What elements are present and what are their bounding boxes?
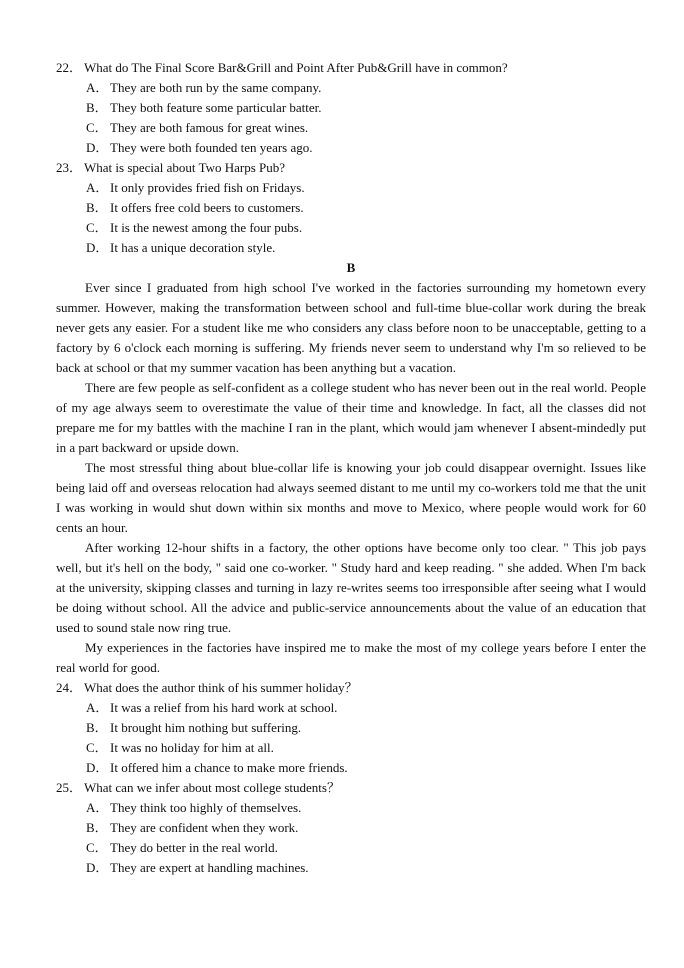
option-a	[56, 78, 646, 98]
option-letter: B．	[86, 100, 108, 115]
option-text: They were both founded ten years ago.	[110, 140, 313, 155]
option-text: They are expert at handling machines.	[110, 860, 309, 875]
option-letter: C．	[86, 120, 108, 135]
option-letter: D．	[86, 140, 109, 155]
page-content	[56, 58, 646, 878]
option-letter: B．	[86, 200, 108, 215]
option-text: They are both run by the same company.	[110, 80, 322, 95]
question-text: What do The Final Score Bar&Grill and Point After Pub&Grill have in common?	[84, 60, 508, 75]
question-text: What does the author think of his summer holiday？	[84, 680, 358, 695]
option-letter: A．	[86, 700, 109, 715]
passage-paragraph-1: Ever since I graduated from high school I've worked in the factories surrounding my hometown every summer. However, making the transformation between school and full-time blue-collar work during the break never gets any easier. For a student like me who considers any class before noon to be unacceptable, getting to a factory by 6 o'clock each morning is suffering. My friends never seem to understand why I'm so relieved to be back at school or that my summer vacation has been anything but a vacation.	[56, 280, 646, 375]
option-a	[56, 698, 646, 718]
question-23	[56, 158, 646, 258]
option-letter: D．	[86, 760, 109, 775]
passage-paragraph-2: There are few people as self-confident as a college student who has never been out in the real world. People of my age always seem to overestimate the value of their time and knowledge. In fact, all the classes did not prepare me for my battles with the machine I ran in the plant, which would jam whenever I absent-mindedly put in a part backward or upside down.	[56, 380, 646, 455]
option-text: It was a relief from his hard work at school.	[110, 700, 338, 715]
question-stem	[56, 58, 646, 78]
option-letter: C．	[86, 840, 108, 855]
option-text: They both feature some particular batter.	[110, 100, 322, 115]
option-c	[56, 118, 646, 138]
option-text: They think too highly of themselves.	[110, 800, 302, 815]
question-stem	[56, 778, 646, 798]
option-letter: D．	[86, 240, 109, 255]
option-a	[56, 798, 646, 818]
question-number: 23．	[56, 160, 83, 175]
question-stem	[56, 678, 646, 698]
option-letter: B．	[86, 820, 108, 835]
passage-paragraph-3: The most stressful thing about blue-collar life is knowing your job could disappear overnight. Issues like being laid off and overseas relocation had always seemed distant to me until my co-workers told me that the unit I was working in would shut down within six months and move to Mexico, where people would work for 60 cents an hour.	[56, 460, 646, 535]
option-c	[56, 838, 646, 858]
section-title: B	[346, 260, 356, 275]
question-24	[56, 678, 646, 778]
question-25	[56, 778, 646, 878]
option-c	[56, 218, 646, 238]
option-d	[56, 138, 646, 158]
option-letter: C．	[86, 740, 108, 755]
option-text: They do better in the real world.	[110, 840, 278, 855]
option-text: It has a unique decoration style.	[110, 240, 276, 255]
option-text: It only provides fried fish on Fridays.	[110, 180, 305, 195]
option-b	[56, 718, 646, 738]
option-c	[56, 738, 646, 758]
option-text: It offers free cold beers to customers.	[110, 200, 304, 215]
question-number: 24．	[56, 680, 83, 695]
option-text: They are both famous for great wines.	[110, 120, 309, 135]
question-stem	[56, 158, 646, 178]
question-text: What can we infer about most college students？	[84, 780, 340, 795]
option-text: It brought him nothing but suffering.	[110, 720, 302, 735]
option-b	[56, 98, 646, 118]
option-text: It is the newest among the four pubs.	[110, 220, 303, 235]
reading-passage	[56, 278, 646, 678]
option-letter: C．	[86, 220, 108, 235]
option-text: It was no holiday for him at all.	[110, 740, 274, 755]
option-text: They are confident when they work.	[110, 820, 299, 835]
option-b	[56, 818, 646, 838]
option-letter: B．	[86, 720, 108, 735]
question-number: 22．	[56, 60, 83, 75]
option-letter: A．	[86, 800, 109, 815]
option-letter: D．	[86, 860, 109, 875]
option-letter: A．	[86, 180, 109, 195]
option-letter: A．	[86, 80, 109, 95]
passage-paragraph-5: My experiences in the factories have inspired me to make the most of my college years before I enter the real world for good.	[56, 640, 646, 675]
question-number: 25．	[56, 780, 83, 795]
option-a	[56, 178, 646, 198]
passage-paragraph-4: After working 12-hour shifts in a factory, the other options have become only too clear. " This job pays well, but it's hell on the body, " said one co-worker. " Study hard and keep reading. " she added. When I'm back at the university, skipping classes and turning in lazy re-writes seems too irresponsible after seeing what I would be doing without school. All the advice and public-service announcements about the value of an education that used to sound stale now ring true.	[56, 540, 646, 635]
option-b	[56, 198, 646, 218]
option-d	[56, 858, 646, 878]
option-d	[56, 758, 646, 778]
question-text: What is special about Two Harps Pub?	[84, 160, 286, 175]
option-text: It offered him a chance to make more friends.	[110, 760, 348, 775]
option-d	[56, 238, 646, 258]
question-22	[56, 58, 646, 158]
